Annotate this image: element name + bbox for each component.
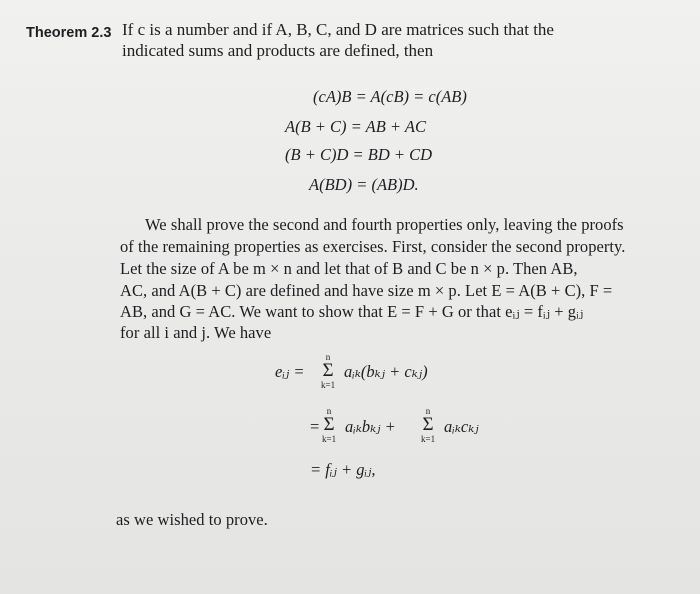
equation-4: A(BD) = (AB)D. — [309, 175, 419, 194]
summation-lower-limit: k=1 — [421, 434, 436, 444]
summation-sign: Σ — [322, 360, 334, 381]
summation-3 — [421, 406, 435, 444]
derivation-line-2-term-2: aᵢₖcₖⱼ — [444, 417, 479, 436]
proof-line-3: Let the size of A be m × n and let that of B and C be n × p. Then AB, — [120, 259, 578, 278]
summation-upper-limit: n — [326, 406, 332, 416]
summation-upper-limit: n — [425, 406, 431, 416]
derivation-line-3: = fᵢⱼ + gᵢⱼ, — [310, 460, 376, 479]
proof-line-4: AC, and A(B + C) are defined and have size m × p. Let E = A(B + C), F = — [120, 281, 613, 300]
theorem-statement-line-2: indicated sums and products are defined, then — [122, 41, 434, 60]
summation-sign: Σ — [323, 414, 335, 435]
summation-lower-limit: k=1 — [321, 380, 336, 390]
summation-upper-limit: n — [325, 352, 331, 362]
proof-line-1: We shall prove the second and fourth properties only, leaving the proofs — [145, 215, 624, 234]
theorem-label: Theorem 2.3 — [26, 25, 112, 41]
summation-lower-limit: k=1 — [322, 434, 337, 444]
theorem-statement-line-1: If c is a number and if A, B, C, and D are matrices such that the — [122, 20, 554, 39]
proof-line-2: of the remaining properties as exercises. First, consider the second property. — [120, 237, 626, 256]
summation-sign: Σ — [422, 414, 434, 435]
proof-conclusion: as we wished to prove. — [116, 510, 268, 529]
derivation-line-2-equals: = — [310, 417, 320, 436]
equation-1: (cA)B = A(cB) = c(AB) — [313, 87, 467, 106]
proof-line-5: AB, and G = AC. We want to show that E = F + G or that eᵢⱼ = fᵢⱼ + gᵢⱼ — [120, 302, 584, 321]
derivation-line-1-rhs: aᵢₖ(bₖⱼ + cₖⱼ) — [344, 362, 428, 381]
equation-2: A(B + C) = AB + AC — [285, 117, 426, 136]
derivation-line-2-term-1: aᵢₖbₖⱼ + — [345, 417, 396, 436]
derivation-line-1-lhs: eᵢⱼ = — [275, 362, 305, 381]
summation-1 — [321, 352, 335, 390]
summation-2 — [322, 406, 336, 444]
proof-line-6: for all i and j. We have — [120, 323, 272, 342]
equation-3: (B + C)D = BD + CD — [285, 145, 433, 164]
